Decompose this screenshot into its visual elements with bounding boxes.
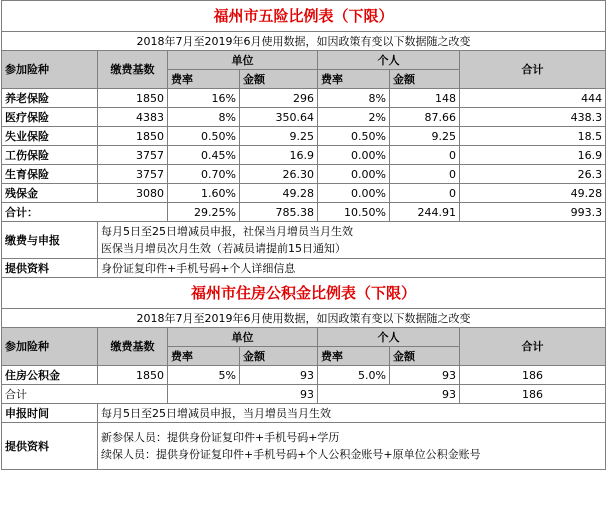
header-base: 缴费基数 [98,328,168,366]
header-personal-rate: 费率 [318,70,390,89]
row-personal-rate: 0.50% [318,127,390,146]
sum-total: 186 [460,385,606,404]
sum-personal-amount: 244.91 [390,203,460,222]
sum-unit-rate: 29.25% [168,203,240,222]
row-base: 3757 [98,146,168,165]
row-name: 生育保险 [2,165,98,184]
row-unit-amount: 296 [240,89,318,108]
table-row [2,184,606,203]
row-base: 3757 [98,165,168,184]
row-unit-rate: 16% [168,89,240,108]
row-total: 26.3 [460,165,606,184]
section2-header-row-1 [2,328,606,347]
section2-note-row [2,309,606,328]
section1-note-row [2,32,606,51]
row-personal-amount: 9.25 [390,127,460,146]
row-unit-amount: 93 [240,366,318,385]
header-personal-amount: 金额 [390,70,460,89]
row-base: 4383 [98,108,168,127]
row-name: 残保金 [2,184,98,203]
rate-table [1,0,606,470]
declare-label: 申报时间 [2,404,98,423]
sum-personal-rate: 10.50% [318,203,390,222]
row-base: 1850 [98,366,168,385]
sum-personal-amount: 93 [318,385,460,404]
header-personal-amount: 金额 [390,347,460,366]
row-unit-rate: 1.60% [168,184,240,203]
header-total: 合计 [460,328,606,366]
declare-line-2: 医保当月增员次月生效（若减员请提前15日通知） [101,242,346,255]
declare-line-1: 每月5日至25日增减员申报，社保当月增员当月生效 [101,225,353,238]
sum-total: 993.3 [460,203,606,222]
header-base: 缴费基数 [98,51,168,89]
header-unit-rate: 费率 [168,347,240,366]
row-personal-rate: 0.00% [318,184,390,203]
row-personal-amount: 148 [390,89,460,108]
row-total: 16.9 [460,146,606,165]
header-unit: 单位 [168,51,318,70]
row-total: 18.5 [460,127,606,146]
section1-title-row [2,1,606,32]
sum-unit-amount: 785.38 [240,203,318,222]
row-name: 医疗保险 [2,108,98,127]
row-name: 养老保险 [2,89,98,108]
row-unit-rate: 5% [168,366,240,385]
sum-label: 合计 [2,385,168,404]
row-base: 1850 [98,127,168,146]
rate-sheet [1,0,605,470]
row-name: 工伤保险 [2,146,98,165]
sum-unit-amount: 93 [168,385,318,404]
section1-header-row-1 [2,51,606,70]
row-total: 438.3 [460,108,606,127]
header-personal: 个人 [318,51,460,70]
header-total: 合计 [460,51,606,89]
row-personal-amount: 0 [390,146,460,165]
declare-text: 每月5日至25日增减员申报，当月增员当月生效 [98,404,606,423]
row-name: 失业保险 [2,127,98,146]
row-base: 3080 [98,184,168,203]
section2-declare-row [2,404,606,423]
docs-text: 身份证复印件+手机号码+个人详细信息 [98,259,606,278]
row-total: 49.28 [460,184,606,203]
header-personal: 个人 [318,328,460,347]
row-personal-amount: 93 [390,366,460,385]
section2-note: 2018年7月至2019年6月使用数据，如因政策有变以下数据随之改变 [2,309,606,328]
row-personal-rate: 8% [318,89,390,108]
section2-title: 福州市住房公积金比例表（下限） [2,278,606,309]
row-personal-amount: 0 [390,165,460,184]
header-personal-rate: 费率 [318,347,390,366]
section2-title-row [2,278,606,309]
header-unit-rate: 费率 [168,70,240,89]
header-unit-amount: 金额 [240,70,318,89]
table-row [2,127,606,146]
sum-label: 合计： [2,203,168,222]
declare-label: 缴费与申报 [2,222,98,259]
row-personal-rate: 0.00% [318,165,390,184]
docs-text [98,423,606,470]
section1-sum-row [2,203,606,222]
header-insurance: 参加险种 [2,51,98,89]
docs-label: 提供资料 [2,423,98,470]
section2-sum-row [2,385,606,404]
row-unit-rate: 0.45% [168,146,240,165]
row-unit-rate: 8% [168,108,240,127]
section1-docs-row [2,259,606,278]
declare-text [98,222,606,259]
row-name: 住房公积金 [2,366,98,385]
row-unit-amount: 49.28 [240,184,318,203]
docs-line-2: 续保人员：提供身份证复印件+手机号码+个人公积金账号+原单位公积金账号 [101,448,481,461]
table-row [2,165,606,184]
row-unit-amount: 26.30 [240,165,318,184]
section1-note: 2018年7月至2019年6月使用数据，如因政策有变以下数据随之改变 [2,32,606,51]
row-total: 444 [460,89,606,108]
header-unit: 单位 [168,328,318,347]
row-unit-amount: 16.9 [240,146,318,165]
row-unit-amount: 350.64 [240,108,318,127]
row-unit-amount: 9.25 [240,127,318,146]
docs-label: 提供资料 [2,259,98,278]
row-personal-rate: 0.00% [318,146,390,165]
table-row [2,108,606,127]
table-row [2,89,606,108]
header-unit-amount: 金额 [240,347,318,366]
table-row [2,366,606,385]
row-unit-rate: 0.70% [168,165,240,184]
section1-title: 福州市五险比例表（下限） [2,1,606,32]
row-total: 186 [460,366,606,385]
header-insurance: 参加险种 [2,328,98,366]
table-row [2,146,606,165]
section1-declare-row [2,222,606,259]
row-unit-rate: 0.50% [168,127,240,146]
row-personal-rate: 2% [318,108,390,127]
section2-docs-row [2,423,606,470]
docs-line-1: 新参保人员：提供身份证复印件+手机号码+学历 [101,431,340,444]
row-personal-rate: 5.0% [318,366,390,385]
row-base: 1850 [98,89,168,108]
row-personal-amount: 0 [390,184,460,203]
row-personal-amount: 87.66 [390,108,460,127]
